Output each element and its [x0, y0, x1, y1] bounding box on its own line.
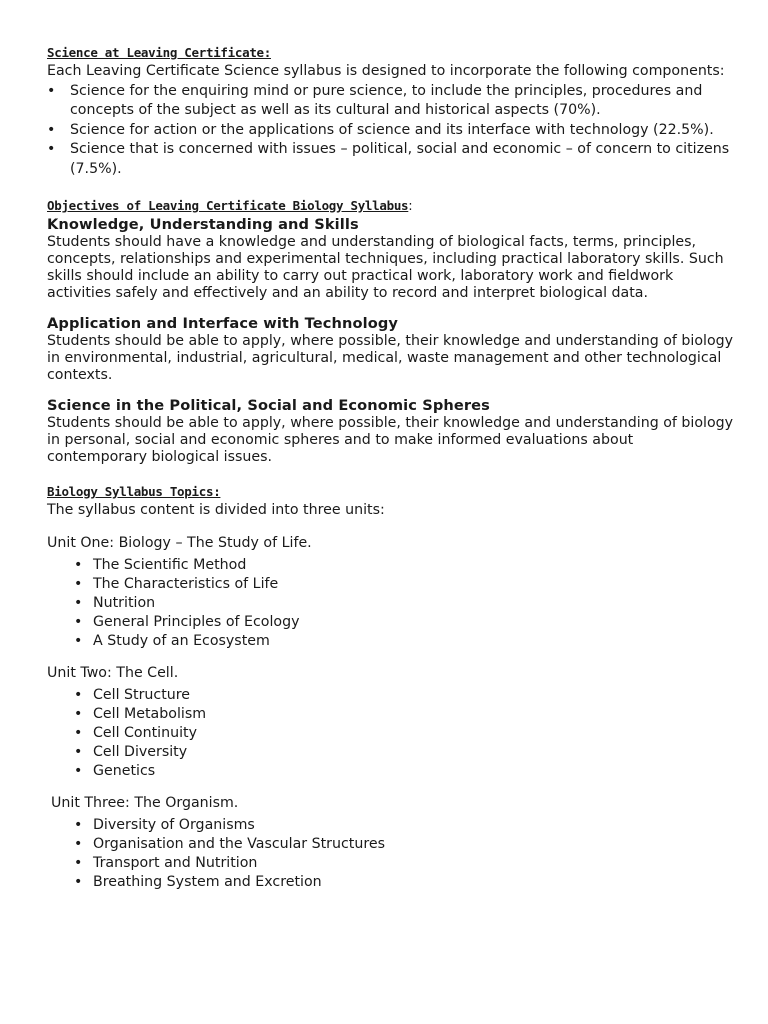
list-item: • Cell Continuity — [93, 724, 737, 743]
list-item: • Science for the enquiring mind or pure science, to include the principles, procedures and concepts of the subject as well as its cultural and historical aspects (70%). — [47, 82, 737, 121]
unit-two-title: Unit Two: The Cell. — [47, 664, 179, 681]
list-item: • The Scientific Method — [93, 556, 737, 575]
objectives-heading-line — [47, 196, 737, 216]
intro-paragraph: Each Leaving Certificate Science syllabus is designed to incorporate the following components: — [47, 63, 725, 79]
topics-heading: Biology Syllabus Topics: — [47, 484, 221, 499]
list-item: • General Principles of Ecology — [93, 613, 737, 632]
unit-three-list — [47, 816, 737, 892]
section-title: Knowledge, Understanding and Skills — [47, 216, 359, 233]
list-item: • Transport and Nutrition — [93, 854, 737, 873]
list-item: • Genetics — [93, 762, 737, 781]
list-item: • Cell Structure — [93, 686, 737, 705]
objectives-heading-colon: : — [408, 199, 413, 214]
unit-one-list — [47, 556, 737, 651]
list-item: • Breathing System and Excretion — [93, 873, 737, 892]
topics-intro: The syllabus content is divided into three units: — [47, 502, 385, 518]
list-item: • Cell Diversity — [93, 743, 737, 762]
section-text: Students should be able to apply, where possible, their knowledge and understanding of biology in personal, social and economic spheres and to make informed evaluations about contemporary biological issues. — [47, 415, 734, 465]
unit-three-title: Unit Three: The Organism. — [51, 794, 239, 811]
document-page — [47, 44, 737, 892]
list-item: • Science for action or the applications of science and its interface with technology (22.5%). — [47, 121, 737, 141]
section-text: Students should be able to apply, where possible, their knowledge and understanding of biology in environmental, industrial, agricultural, medical, waste management and other technological contexts. — [47, 333, 734, 383]
section-title: Science in the Political, Social and Economic Spheres — [47, 397, 490, 414]
objectives-heading: Objectives of Leaving Certificate Biology Syllabus — [47, 198, 409, 213]
list-item: • Science that is concerned with issues – political, social and economic – of concern to citizens (7.5%). — [47, 140, 737, 179]
section-title: Application and Interface with Technology — [47, 315, 399, 332]
list-item: • A Study of an Ecosystem — [93, 632, 737, 651]
list-item: • Nutrition — [93, 594, 737, 613]
unit-one-title: Unit One: Biology – The Study of Life. — [47, 534, 312, 551]
list-item: • Diversity of Organisms — [93, 816, 737, 835]
list-item: • Cell Metabolism — [93, 705, 737, 724]
list-item: • The Characteristics of Life — [93, 575, 737, 594]
components-list — [47, 82, 737, 180]
unit-two-list — [47, 686, 737, 781]
list-item: • Organisation and the Vascular Structures — [93, 835, 737, 854]
section-text: Students should have a knowledge and understanding of biological facts, terms, principles, concepts, relationships and experimental techniques, including practical laboratory skills. Such skills should include an ability to carry out practical work, laboratory work and fieldwork activities safely and effectively and an ability to record and interpret biological data. — [47, 234, 724, 301]
science-heading: Science at Leaving Certificate: — [47, 45, 271, 60]
